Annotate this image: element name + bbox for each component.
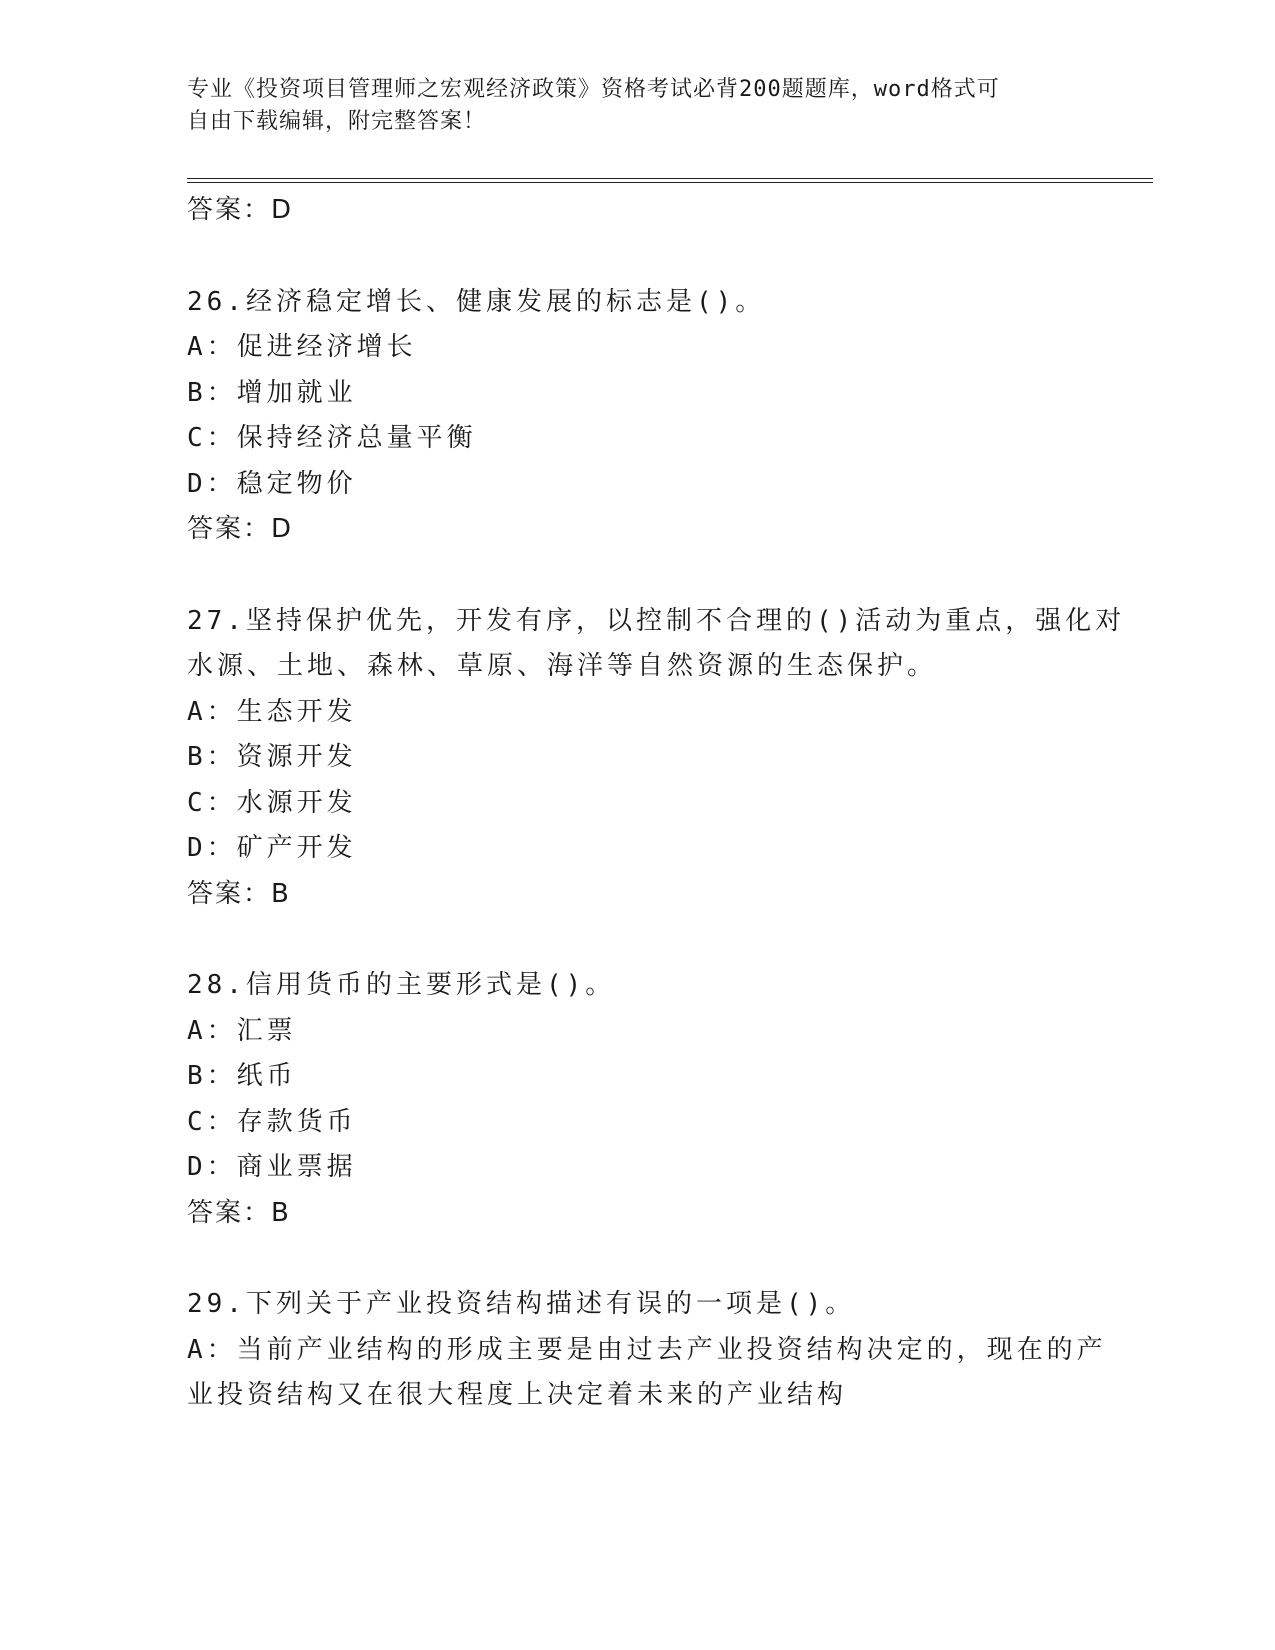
option-a: A：生态开发	[187, 696, 357, 727]
answer-line: 答案：D	[187, 514, 294, 544]
document-body	[187, 188, 1126, 1419]
option-b: B：纸币	[187, 1061, 297, 1091]
option-c: C：存款货币	[187, 1106, 357, 1137]
question-stem-line-2: 水源、土地、森林、草原、海洋等自然资源的生态保护。	[187, 651, 938, 681]
option-a: A：促进经济增长	[187, 332, 417, 362]
header-line-1: 专业《投资项目管理师之宏观经济政策》资格考试必背200题题库，word格式可	[187, 77, 1000, 102]
option-a-line-2: 业投资结构又在很大程度上决定着未来的产业结构	[187, 1380, 848, 1410]
question-28	[187, 963, 1087, 1236]
spacer	[187, 553, 1087, 599]
previous-answer: 答案：D	[187, 195, 294, 225]
option-d: D：稳定物价	[187, 468, 357, 499]
option-d: D：矿产开发	[187, 833, 357, 863]
option-d: D：商业票据	[187, 1152, 357, 1182]
option-c: C：水源开发	[187, 787, 357, 818]
answer-line: 答案：B	[187, 878, 291, 909]
question-29	[187, 1282, 1107, 1419]
question-stem-line-1: 27.坚持保护优先，开发有序，以控制不合理的()活动为重点，强化对	[187, 605, 1126, 636]
spacer	[187, 234, 1087, 280]
answer-line: 答案：B	[187, 1197, 291, 1228]
question-26	[187, 280, 1087, 553]
option-a: A：汇票	[187, 1015, 297, 1046]
question-stem: 29.下列关于产业投资结构描述有误的一项是()。	[187, 1289, 856, 1319]
page-header	[187, 74, 1087, 138]
option-a-line-1: A：当前产业结构的形成主要是由过去产业投资结构决定的，现在的产	[187, 1334, 1107, 1365]
header-double-rule	[187, 178, 1153, 183]
option-c: C：保持经济总量平衡	[187, 423, 477, 453]
option-b: B：资源开发	[187, 742, 357, 772]
header-line-2: 自由下载编辑，附完整答案！	[187, 109, 487, 134]
question-27	[187, 599, 1126, 918]
question-stem: 28.信用货币的主要形式是()。	[187, 970, 616, 1000]
option-b: B：增加就业	[187, 377, 357, 408]
spacer	[187, 1236, 1087, 1282]
question-stem: 26.经济稳定增长、健康发展的标志是()。	[187, 286, 766, 317]
spacer	[187, 917, 1087, 963]
